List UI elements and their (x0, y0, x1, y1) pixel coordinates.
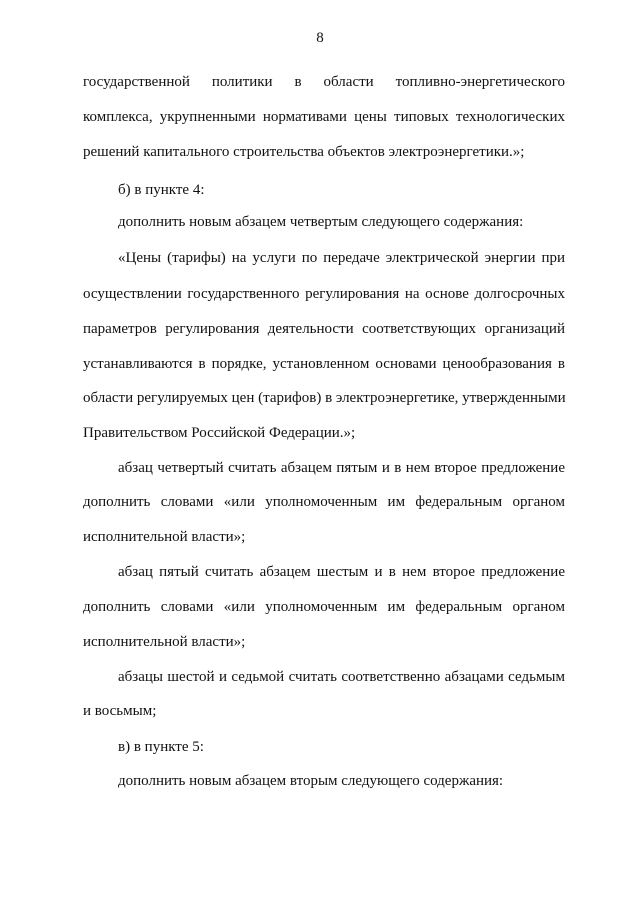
text-line: б) в пункте 4: (118, 182, 205, 198)
text-line: и восьмым; (83, 703, 157, 719)
text-line: абзацы шестой и седьмой считать соответственно абзацами седьмым (118, 669, 565, 685)
text-line: исполнительной власти»; (83, 634, 246, 650)
text-line: абзац четвертый считать абзацем пятым и в нем второе предложение (118, 460, 565, 476)
text-line: комплекса, укрупненными нормативами цены типовых технологических (83, 109, 565, 125)
text-line: государственной политики в области топливно-энергетического (83, 74, 565, 90)
text-line: решений капитального строительства объектов электроэнергетики.»; (83, 144, 525, 160)
text-line: абзац пятый считать абзацем шестым и в нем второе предложение (118, 564, 565, 580)
text-line: дополнить словами «или уполномоченным им федеральным органом (83, 494, 565, 510)
page-number: 8 (316, 30, 324, 46)
text-line: области регулируемых цен (тарифов) в электроэнергетике, утвержденными (83, 390, 566, 406)
text-line: Правительством Российской Федерации.»; (83, 425, 356, 441)
text-line: параметров регулирования деятельности соответствующих организаций (83, 321, 565, 337)
text-line: дополнить словами «или уполномоченным им федеральным органом (83, 599, 565, 615)
text-line: дополнить новым абзацем четвертым следующего содержания: (118, 214, 524, 230)
text-line: «Цены (тарифы) на услуги по передаче электрической энергии при (118, 250, 565, 266)
text-line: в) в пункте 5: (118, 739, 204, 755)
text-line: осуществлении государственного регулирования на основе долгосрочных (83, 286, 565, 302)
text-line: устанавливаются в порядке, установленном основами ценообразования в (83, 356, 565, 372)
text-line: исполнительной власти»; (83, 529, 246, 545)
text-line: дополнить новым абзацем вторым следующего содержания: (118, 773, 504, 789)
